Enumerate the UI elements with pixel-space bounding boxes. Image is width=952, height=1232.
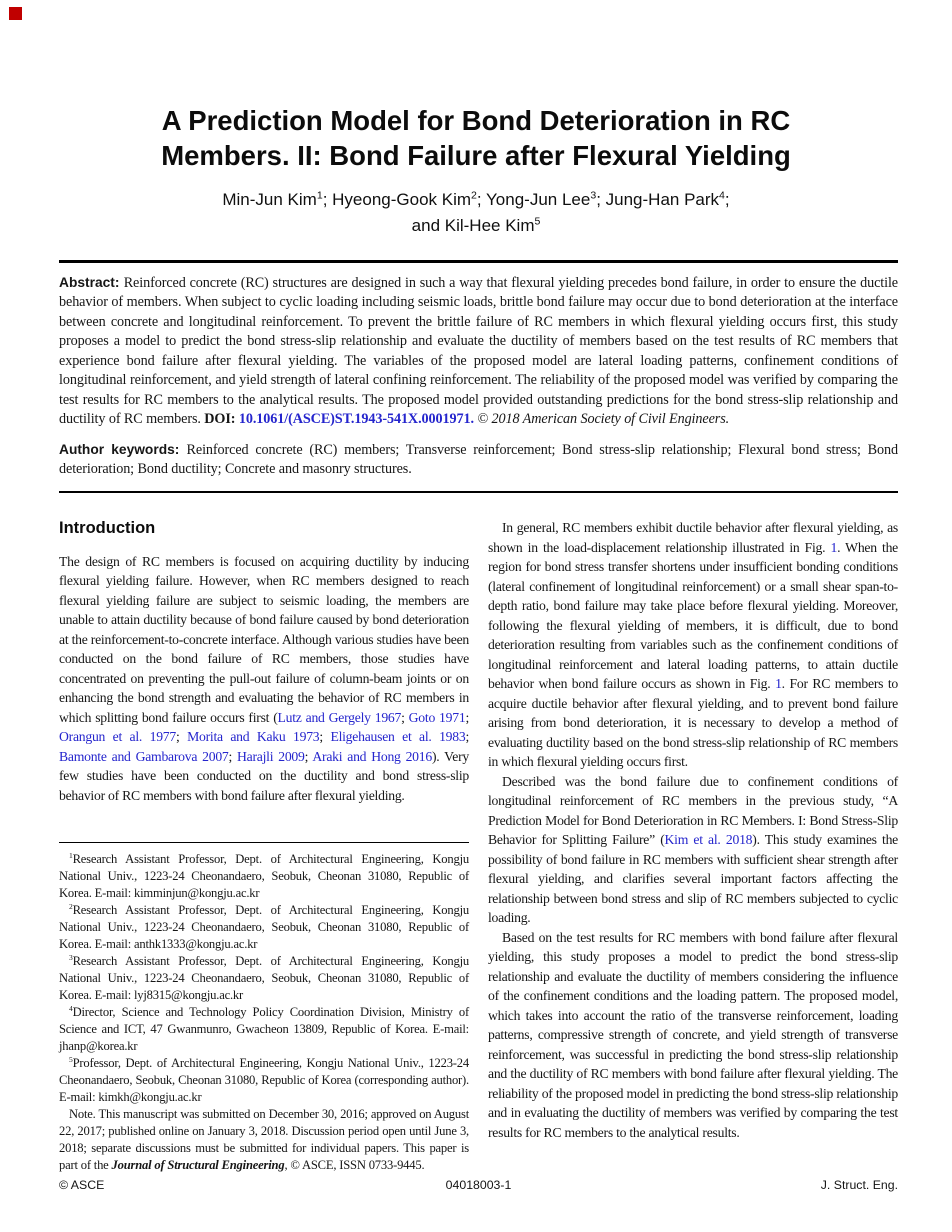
text-segment: Reinforced concrete (RC) structures are designed in such a way that flexural yielding precedes bond failure, in order to ensure the ductile behavior of members. When subject to cyclic loading including seismic loads, brittle bond failure may occur due to bond deterioration at the interface between concrete and longitudinal reinforcement. To prevent the brittle failure of RC members in which flexural yielding occurs first, this study proposes a model to predict the bond stress-slip relationship and evaluate the ductility of members based on the test results of RC members that experience bond failure after flexural yielding. The variables of the proposed model are lateral loading patterns, confinement conditions of longitudinal reinforcement, and yield strength of lateral confining reinforcement. The reliability of the proposed model was verified by comparing the test results for RC members to the analytical results. The proposed model provided outstanding predictions for the bond stress-slip relationship and ductility of RC members. <box>59 274 898 428</box>
text-segment: ; <box>319 729 331 744</box>
citation-link[interactable]: Bamonte and Gambarova 2007 <box>59 748 229 764</box>
front-matter <box>59 260 898 493</box>
footnote-2 <box>59 902 469 953</box>
text-segment: ; <box>175 729 188 744</box>
citation-link[interactable]: Lutz and Gergely 1967 <box>277 709 402 725</box>
text-segment: DOI: <box>204 411 239 428</box>
text-segment: 1 <box>69 850 73 860</box>
text-segment: 5 <box>69 1054 73 1064</box>
introduction-heading: Introduction <box>59 519 156 537</box>
text-segment: 3 <box>590 189 597 202</box>
text-segment: 4 <box>69 1003 73 1013</box>
footer-page-number: 04018003-1 <box>445 1178 512 1192</box>
text-segment: 1 <box>316 189 323 202</box>
text-segment: ; <box>724 190 730 209</box>
introduction-paragraph <box>59 552 469 806</box>
text-segment: Research Assistant Professor, Dept. of Architectural Engineering, Kongju National Univ., 1223-24 Cheonandaero, Seobuk, Cheonan 31080, Republic of Korea. E-mail: lyj8315@kongju.ac.kr <box>59 954 469 1002</box>
citation-link[interactable]: Goto 1971 <box>408 709 466 725</box>
right-column <box>488 518 898 1174</box>
text-segment: ; Jung-Han Park <box>596 190 720 209</box>
text-segment: , © ASCE, ISSN 0733-9445. <box>284 1158 425 1172</box>
figure-ref[interactable]: 1 <box>775 676 782 691</box>
text-segment: Described was the bond failure due to confinement conditions of longitudinal reinforcement of RC members in the previous study, “A Prediction Model for Bond Deterioration in RC Members. I: Bond Stress-Slip Behavior for Splitting Failure” ( <box>488 773 898 847</box>
text-segment: ; <box>304 748 313 764</box>
figure-ref[interactable]: 1 <box>830 539 838 555</box>
abstract-bottom-rule <box>59 491 898 494</box>
text-segment: Journal of Structural Engineering <box>111 1158 285 1172</box>
text-segment: Abstract: <box>59 274 124 290</box>
text-segment: 5 <box>534 215 541 228</box>
text-segment: Professor, Dept. of Architectural Engineering, Kongju National Univ., 1223-24 Cheonandaero, Seobuk, Cheonan 31080, Republic of Korea (corresponding author). E-mail: kimkh@kongju.ac.kr <box>59 1056 469 1104</box>
author-line2 <box>0 213 952 239</box>
footnote-1 <box>59 851 469 902</box>
footnote-note <box>59 1106 469 1174</box>
text-segment: . For RC members to acquire ductile behavior after flexural yielding, and to prevent bond failure arising from bond deterioration, it is necessary to develop a method of evaluating ductility based on the bond stress-slip relationship of RC members in which flexural yielding occurs first. <box>488 676 898 769</box>
text-segment: 2 <box>471 189 477 202</box>
text-segment: © 2018 American Society of Civil Engineers. <box>473 411 730 428</box>
citation-link[interactable]: Morita and Kaku 1973 <box>187 729 320 744</box>
text-segment: Research Assistant Professor, Dept. of Architectural Engineering, Kongju National Univ., 1223-24 Cheonandaero, Seobuk, Cheonan 31080, Republic of Korea. E-mail: kimminjun@kongju.ac.kr <box>59 852 469 900</box>
text-segment: Research Assistant Professor, Dept. of Architectural Engineering, Kongju National Univ., 1223-24 Cheonandaero, Seobuk, Cheonan 31080, Republic of Korea. E-mail: anthk1333@kongju.ac.kr <box>59 903 469 951</box>
author-line1 <box>0 187 952 213</box>
text-segment: Based on the test results for RC members with bond failure after flexural yielding, this study proposes a model to predict the bond stress-slip relationship and evaluate the ductility of members considering the influence of the confinement conditions and the loading pattern. The proposed model, which takes into account the ratio of the transverse reinforcement, loading patterns, compressive strength of concrete, and yield strength of transverse reinforcement, was successful in predicting the bond stress-slip relationship and the ductility of RC members with bond failure after flexural yielding. The reliability of the proposed model in predicting the bond stress-slip relationship and in evaluating the ductility of members was verified by comparing the test results for RC members to the analytical results. <box>488 929 898 1140</box>
footnote-block <box>59 842 469 1174</box>
paper-title <box>0 103 952 173</box>
text-segment: ; <box>228 748 238 764</box>
text-segment: ; <box>465 729 470 744</box>
left-column <box>59 518 469 1174</box>
body-columns <box>59 518 898 1174</box>
page-footer <box>59 1178 898 1194</box>
text-segment: In general, RC members exhibit ductile behavior after flexural yielding, as shown in the load-displacement relationship illustrated in Fig. <box>488 520 898 555</box>
right-paragraph-3 <box>488 928 898 1143</box>
text-segment: Reinforced concrete (RC) members; Transverse reinforcement; Bond stress-slip relationship; Flexural bond stress; Bond deterioration; Bond ductility; Concrete and masonry structures. <box>59 441 898 478</box>
keywords-paragraph <box>59 440 898 480</box>
text-segment: The design of RC members is focused on acquiring ductility by inducing flexural yielding failure. However, when RC members designed to reach flexural yielding failure are subject to seismic loading, the members are unable to attain ductility because of bond failure caused by bond deterioration at the reinforcement-to-concrete interface. Although various studies have been conducted on the bond failure of RC members, those studies have concentrated on preventing the pull-out failure of column-beam joints or on enhancing the bond strength and evaluating the behavior of RC members in which splitting bond failure occurs first ( <box>59 553 469 725</box>
text-segment: . When the region for bond stress transfer shortens under insufficient bonding conditions (lateral confinement of longitudinal reinforcement) or a small shear span-to-depth ratio, bond failure may take place before flexural yielding. Moreover, following the flexural yielding of members, it is difficult, due to bond deterioration resulting from variables such as the confinement conditions of longitudinal reinforcement and lateral loading patterns, to attain ductile behavior when bond failure occurs as shown in Fig. <box>488 539 898 691</box>
right-paragraph-2 <box>488 772 898 928</box>
paper-title-line1: A Prediction Model for Bond Deterioration in RC <box>161 105 791 136</box>
footnote-5 <box>59 1055 469 1106</box>
footnote-4 <box>59 1004 469 1055</box>
text-segment: ). Very few studies have been conducted on the ductility and bond stress-slip behavior of RC members with bond failure after flexural yielding. <box>59 748 469 803</box>
citation-link[interactable]: Kim et al. 2018 <box>664 832 753 847</box>
footnote-3 <box>59 953 469 1004</box>
text-segment: ; Yong-Jun Lee <box>476 190 591 209</box>
footer-journal-abbrev: J. Struct. Eng. <box>820 1178 898 1192</box>
citation-link[interactable]: Harajli 2009 <box>237 748 305 764</box>
citation-link[interactable]: Eligehausen et al. 1983 <box>330 729 466 744</box>
author-list <box>0 187 952 239</box>
text-segment: 3 <box>69 952 73 962</box>
text-segment: Min-Jun Kim <box>222 190 317 209</box>
text-segment: ; <box>401 709 409 725</box>
text-segment: ; <box>465 709 469 725</box>
text-segment: Director, Science and Technology Policy Coordination Division, Ministry of Science and ICT, 47 Gwanmunro, Gwacheon 13809, Republic of Korea. E-mail: jhanp@korea.kr <box>59 1005 469 1053</box>
abstract-paragraph <box>59 273 898 430</box>
text-segment: Author keywords: <box>59 441 187 457</box>
text-segment: ; Hyeong-Gook Kim <box>322 190 472 209</box>
citation-link[interactable]: Araki and Hong 2016 <box>312 748 432 764</box>
text-segment: and Kil-Hee Kim <box>411 216 535 235</box>
text-segment: Note. This manuscript was submitted on December 30, 2016; approved on August 22, 2017; published online on January 3, 2018. Discussion period open until June 3, 2018; separate discussions must be submitted for individual papers. This paper is part of the <box>59 1107 469 1172</box>
text-segment: 2 <box>69 901 73 911</box>
footer-copyright: © ASCE <box>59 1178 105 1192</box>
text-segment: ). This study examines the possibility of bond failure in RC members with sufficient shear strength after flexural yielding, and clarifies several important factors affecting the relationship between bond stress and slip of RC members subjected to cyclic loading. <box>488 832 899 925</box>
footnote-separator-rule <box>59 842 469 843</box>
abstract-top-rule <box>59 260 898 263</box>
paper-title-line2: Members. II: Bond Failure after Flexural Yielding <box>161 140 791 171</box>
doi-link[interactable]: 10.1061/(ASCE)ST.1943-541X.0001971. <box>238 411 474 428</box>
citation-link[interactable]: Orangun et al. 1977 <box>59 729 176 744</box>
text-segment: 4 <box>719 189 725 202</box>
right-paragraph-1 <box>488 518 898 772</box>
red-corner-marker <box>9 7 22 20</box>
